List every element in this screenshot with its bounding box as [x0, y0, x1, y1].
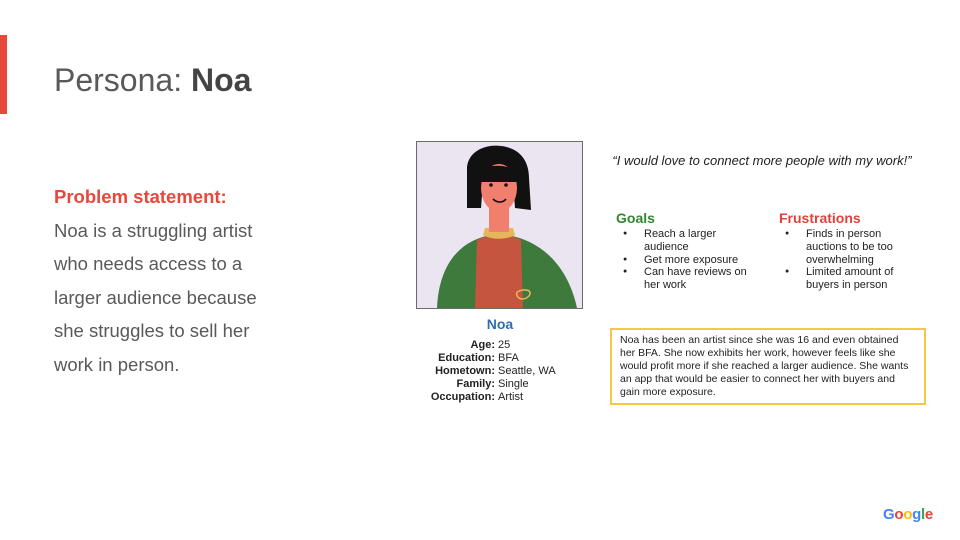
detail-value: BFA — [498, 352, 519, 364]
list-item: ● Limited amount of buyers in person — [806, 266, 916, 292]
goals-list — [616, 228, 752, 292]
list-item: ● Finds in person auctions to be too overwhelming — [806, 228, 916, 266]
detail-row-education — [410, 352, 556, 365]
persona-photo — [416, 141, 583, 309]
frustrations-list — [778, 228, 916, 292]
detail-value: Seattle, WA — [498, 365, 556, 377]
woman-illustration-icon — [417, 142, 582, 308]
logo-letter: e — [924, 506, 933, 523]
logo-letter: G — [883, 506, 895, 523]
detail-label: Education: — [438, 352, 495, 364]
detail-label: Hometown: — [435, 365, 495, 377]
logo-letter: g — [912, 506, 921, 523]
accent-bar — [0, 35, 7, 114]
persona-details — [410, 339, 556, 404]
detail-value: 25 — [498, 339, 511, 351]
persona-bio: Noa has been an artist since she was 16 and even obtained her BFA. She now exhibits her work, however feels like she would profit more if she reached a larger audience. She wants an app that would be easier to connect her with buyers and gain more exposure. — [610, 328, 926, 405]
detail-row-hometown — [410, 365, 556, 378]
logo-letter: o — [894, 506, 904, 523]
frustrations-heading: Frustrations — [779, 210, 861, 226]
persona-name: Noa — [486, 316, 514, 332]
detail-label: Age: — [470, 339, 495, 351]
google-logo — [883, 506, 933, 523]
list-item: ● Reach a larger audience — [644, 228, 752, 254]
logo-letter: l — [921, 506, 925, 523]
title-name: Noa — [190, 62, 252, 98]
goals-heading: Goals — [616, 210, 655, 226]
problem-heading: Problem statement: — [54, 186, 227, 207]
detail-label: Family: — [456, 378, 495, 390]
slide-title — [54, 62, 251, 99]
detail-row-age — [410, 339, 556, 352]
list-item: ● Get more exposure — [644, 254, 752, 267]
title-prefix: Persona: — [54, 62, 191, 98]
detail-value: Single — [498, 378, 529, 390]
detail-row-occupation — [410, 391, 556, 404]
list-item: ● Can have reviews on her work — [644, 266, 752, 292]
detail-value: Artist — [498, 391, 524, 403]
detail-label: Occupation: — [430, 391, 495, 403]
persona-quote: “I would love to connect more people with my work!” — [612, 153, 912, 168]
problem-statement — [54, 180, 284, 382]
problem-body: Noa is a struggling artist who needs access to a larger audience because she struggles to sell her work in person. — [54, 219, 257, 375]
detail-row-family — [410, 378, 556, 391]
logo-letter: o — [903, 506, 913, 523]
